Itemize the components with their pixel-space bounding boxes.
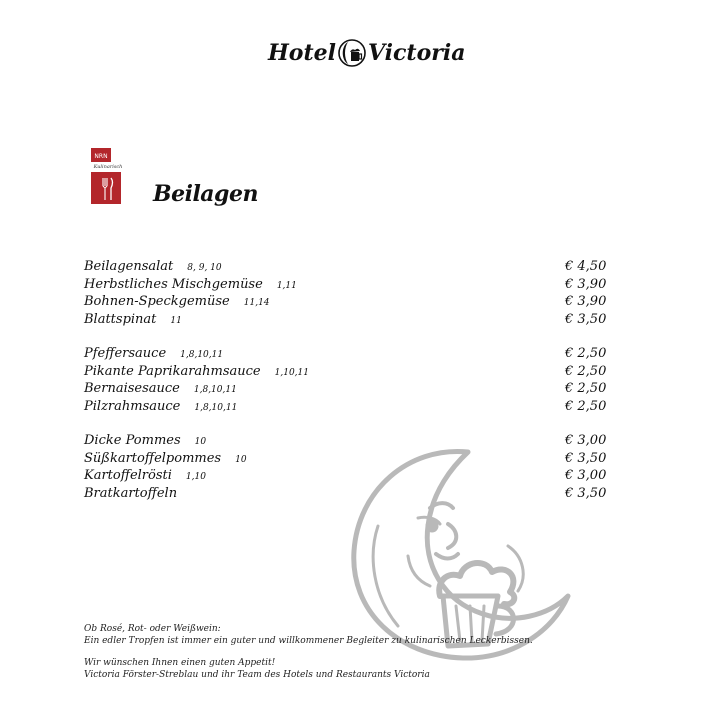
menu-item-allergens: 8, 9, 10: [187, 263, 222, 273]
menu-item-allergens: 1,8,10,11: [180, 350, 224, 360]
menu-item-price: € 2,50: [565, 346, 607, 361]
menu-item-price: € 3,90: [565, 294, 607, 309]
kulinarisch-badge: [90, 148, 126, 206]
menu-item-name: Dicke Pommes: [84, 433, 181, 448]
menu-item-name: Herbstliches Mischgemüse: [84, 276, 263, 292]
section-title: Beilagen: [153, 181, 258, 207]
footer-line-2: Ein edler Tropfen ist immer ein guter und willkommener Begleiter zu kulinarischen Leckerbissen.: [84, 635, 533, 646]
menu-item-price: € 2,50: [565, 363, 607, 379]
menu-item-name: Pilzrahmsauce: [84, 398, 181, 414]
menu-item: [84, 398, 607, 416]
footer-line-4: Victoria Förster-Streblau und ihr Team des Hotels und Restaurants Victoria: [84, 669, 430, 680]
footer-line-1: Ob Rosé, Rot- oder Weißwein:: [84, 624, 221, 634]
moon-mug-logo-icon: [337, 38, 367, 68]
logo-text-victoria: Victoria: [367, 40, 466, 66]
menu-item-name: Bohnen-Speckgemüse: [84, 294, 230, 309]
logo-text-hotel: Hotel: [268, 40, 336, 66]
menu-item-name: Beilagensalat: [84, 259, 174, 274]
menu-item-name: Bernaisesauce: [84, 381, 180, 396]
menu-item-allergens: 1,8,10,11: [194, 402, 238, 413]
menu-item: [84, 293, 607, 311]
menu-item: [84, 345, 607, 363]
menu-item-allergens: 1,8,10,11: [193, 385, 237, 395]
footer-note: [84, 624, 533, 681]
badge-sub-text: Kulinarisch: [93, 164, 123, 170]
menu-item-price: € 3,50: [565, 485, 607, 501]
menu-item-name: Süßkartoffelpommes: [84, 450, 222, 466]
menu-item-price: € 3,00: [565, 468, 607, 483]
menu-item-price: € 2,50: [565, 381, 607, 396]
hotel-logo: [268, 38, 465, 68]
menu-item-price: € 2,50: [565, 398, 607, 414]
menu-group: [84, 258, 607, 328]
menu-item-name: Pikante Paprikarahmsauce: [84, 363, 261, 379]
menu-group: [84, 345, 607, 415]
menu-item-price: € 4,50: [565, 259, 607, 274]
menu-item-name: Blattspinat: [84, 311, 157, 327]
menu-item-allergens: 1,11: [276, 280, 297, 291]
menu-item: [84, 258, 607, 276]
menu-item-price: € 3,50: [565, 450, 607, 466]
menu-item-allergens: 10: [235, 454, 247, 465]
menu-item-price: € 3,00: [565, 433, 607, 448]
menu-item: [84, 380, 607, 398]
menu-item: [84, 363, 607, 381]
menu-item: [84, 276, 607, 294]
badge-top-text: NRN: [94, 153, 108, 160]
footer-line-3: Wir wünschen Ihnen einen guten Appetit!: [84, 658, 276, 668]
menu-item-price: € 3,50: [565, 311, 607, 327]
menu-item-name: Pfeffersauce: [84, 346, 167, 361]
menu-item-allergens: 1,10: [185, 472, 206, 482]
menu-item-allergens: 11: [170, 315, 182, 326]
menu-item-allergens: 11,14: [243, 298, 270, 308]
menu-item-price: € 3,90: [565, 276, 607, 292]
menu-item-allergens: 1,10,11: [274, 367, 309, 378]
menu-item-name: Bratkartoffeln: [84, 485, 178, 501]
menu-item-allergens: 10: [194, 437, 207, 447]
menu-item: [84, 311, 607, 329]
menu-item-name: Kartoffelrösti: [84, 468, 172, 483]
